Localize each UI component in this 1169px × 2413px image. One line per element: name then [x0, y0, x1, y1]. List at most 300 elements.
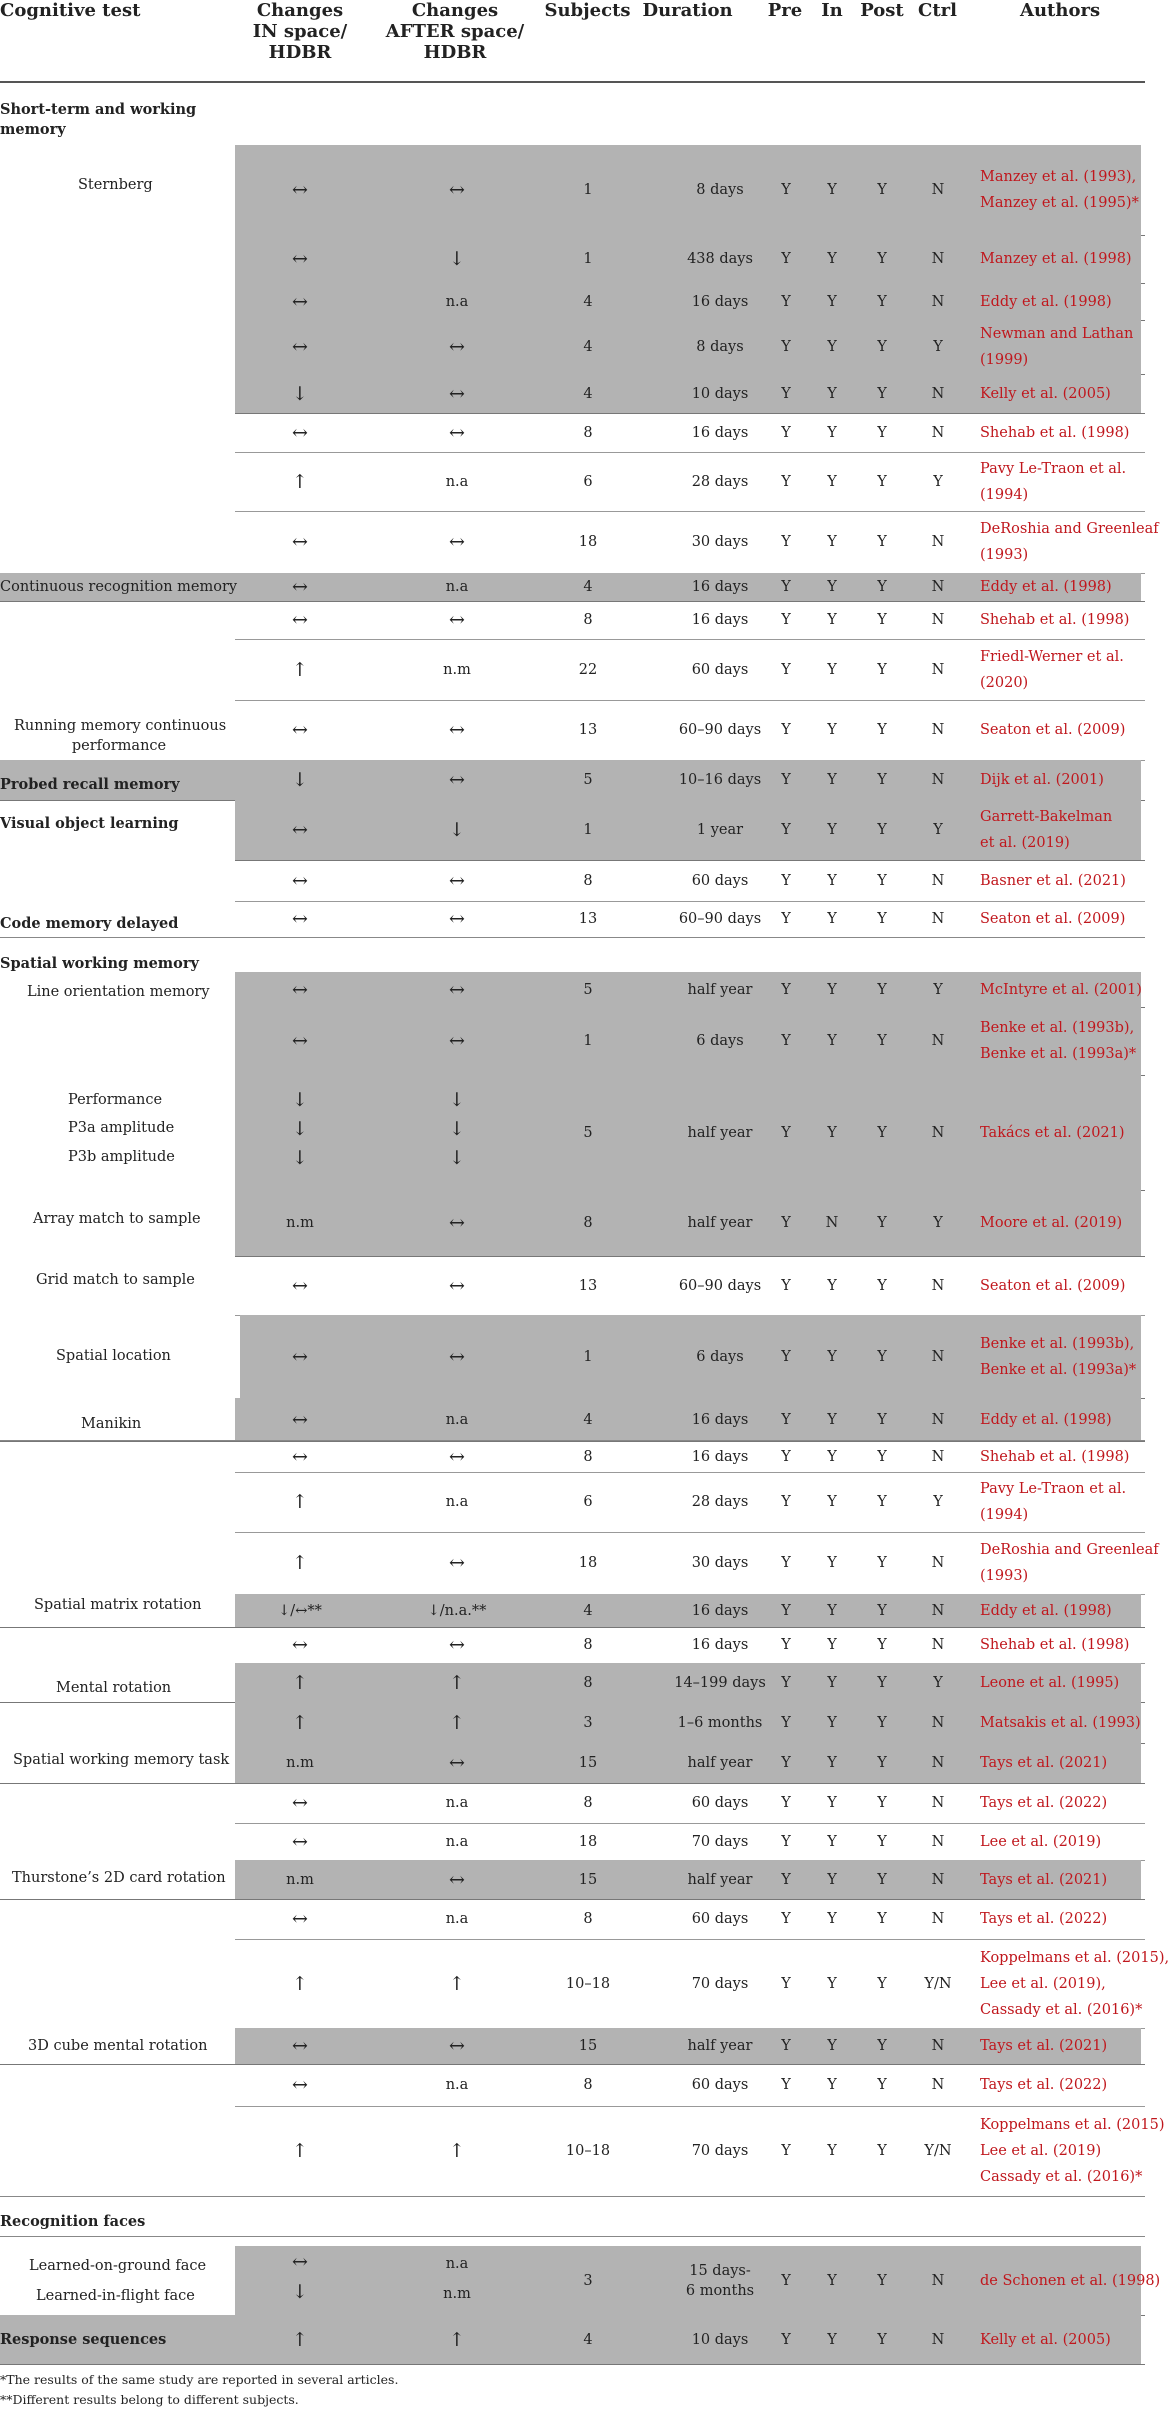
subjects-value: 18 [578, 534, 598, 550]
author-citation: DeRoshia and Greenleaf [980, 521, 1159, 537]
change-after-value: ↔ [449, 1274, 465, 1297]
duration-value: 60 days [691, 661, 749, 678]
pre-value: Y [781, 2272, 791, 2289]
subjects-value: 13 [578, 722, 598, 738]
pre-value: Y [781, 661, 791, 678]
header-changes-in-line3: HDBR [268, 42, 332, 63]
subjects-value: 13 [578, 911, 598, 927]
author-citation: Eddy et al. (1998) [980, 579, 1112, 595]
post-value: Y [877, 612, 887, 628]
in-value: Y [827, 473, 837, 490]
change-after-value: ↔ [449, 769, 465, 791]
ctrl-value: N [931, 293, 945, 310]
label-continuous-recognition: Continuous recognition memory [0, 579, 238, 595]
change-in-value: ↑ [292, 1711, 308, 1734]
row-separator [235, 1532, 1145, 1533]
pre-value: Y [781, 1714, 791, 1731]
change-in-value: ↑ [292, 1671, 308, 1694]
author-citation: Pavy Le-Traon et al. [980, 1481, 1127, 1497]
change-in-value: ↓ [292, 1089, 308, 1111]
row-separator [0, 1441, 1145, 1442]
in-value: Y [827, 424, 837, 441]
post-value: Y [877, 534, 887, 550]
label-mental-rotation: Mental rotation [56, 1680, 172, 1696]
subjects-value: 8 [583, 612, 593, 628]
post-value: Y [877, 473, 887, 490]
in-value: Y [827, 385, 837, 402]
post-value: Y [877, 772, 887, 788]
duration-value: 16 days [691, 1448, 749, 1465]
in-value: Y [827, 2331, 837, 2348]
in-value: Y [827, 1975, 837, 1992]
subjects-value: 4 [583, 385, 593, 402]
footnote-2: **Different results belong to different subjects. [0, 2392, 299, 2407]
post-value: Y [877, 1795, 887, 1811]
duration-value: half year [687, 981, 753, 998]
duration-value: 16 days [691, 1602, 749, 1619]
change-in-value: ↔ [292, 1345, 308, 1368]
subjects-value: 13 [578, 1277, 598, 1294]
duration-value: 16 days [691, 1411, 749, 1428]
post-value: Y [877, 182, 887, 198]
pre-value: Y [781, 1755, 791, 1771]
change-after-value: ↔ [449, 1634, 465, 1656]
in-value: Y [827, 1494, 837, 1510]
duration-value: 15 days- [689, 2262, 751, 2279]
duration-value: 16 days [691, 612, 749, 628]
subjects-value: 22 [578, 661, 598, 678]
in-value: Y [827, 2272, 837, 2289]
label-spatial-wm-task: Spatial working memory task [13, 1752, 230, 1768]
change-after-value: n.a [445, 1795, 469, 1811]
post-value: Y [877, 872, 887, 889]
in-value: Y [827, 2077, 837, 2093]
row-separator [235, 1472, 1145, 1473]
author-citation: (1993) [980, 547, 1029, 563]
post-value: Y [877, 1448, 887, 1465]
change-in-value: ↔ [292, 1445, 308, 1468]
header-changes-after-line2: AFTER space/ [385, 21, 525, 42]
pre-value: Y [781, 534, 791, 550]
pre-value: Y [781, 1833, 791, 1850]
header-pre: Pre [767, 0, 803, 21]
header-rule [0, 81, 1145, 83]
change-in-value: ↔ [292, 248, 308, 270]
change-in-value: ↓ [292, 1147, 308, 1169]
label-learned-on-ground: Learned-on-ground face [29, 2258, 207, 2274]
change-after-value: n.a [445, 579, 469, 595]
pre-value: Y [781, 424, 791, 441]
header-ctrl: Ctrl [918, 0, 957, 21]
change-after-value: ↑ [449, 1972, 465, 1995]
author-citation: Tays et al. (2021) [980, 1755, 1108, 1771]
pre-value: Y [781, 2143, 791, 2159]
subjects-value: 1 [583, 182, 593, 198]
change-after-value: ↑ [449, 2140, 465, 2162]
duration-value: half year [687, 1215, 753, 1231]
author-citation: Newman and Lathan [980, 326, 1134, 342]
post-value: Y [877, 385, 887, 402]
subjects-value: 5 [583, 1124, 593, 1141]
change-in-value: ↔ [292, 1274, 308, 1297]
duration-value: 60 days [691, 2077, 749, 2093]
author-citation: Cassady et al. (2016)* [980, 2001, 1143, 2018]
author-citation: Benke et al. (1993b), [980, 1020, 1135, 1036]
post-value: Y [877, 1348, 887, 1365]
change-after-value: n.m [443, 661, 471, 678]
duration-value: 1 year [696, 822, 744, 838]
change-after-value: n.a [445, 1411, 469, 1428]
author-citation: Leone et al. (1995) [980, 1674, 1120, 1691]
author-citation: Benke et al. (1993b), [980, 1335, 1135, 1352]
ctrl-value: N [931, 1755, 945, 1771]
duration-value: 16 days [691, 424, 749, 441]
change-after-value: n.a [445, 2077, 469, 2093]
author-citation: Seaton et al. (2009) [980, 1277, 1126, 1294]
row-separator [235, 1939, 1145, 1940]
pre-value: Y [781, 1637, 791, 1653]
ctrl-value: N [931, 2077, 945, 2093]
label-line-orientation: Line orientation memory [27, 984, 210, 1000]
ctrl-value: N [931, 1911, 945, 1927]
duration-value: 70 days [691, 1975, 749, 1992]
ctrl-value: N [931, 1637, 945, 1653]
header-subjects: Subjects [544, 0, 631, 21]
label-sternberg: Sternberg [78, 177, 153, 193]
change-after-value: ↔ [449, 978, 465, 1001]
duration-value: 10–16 days [678, 772, 762, 788]
in-value: Y [827, 822, 837, 838]
subjects-value: 8 [583, 1637, 593, 1653]
post-value: Y [877, 722, 887, 738]
in-value: Y [827, 661, 837, 678]
in-value: Y [827, 293, 837, 310]
change-after-value: ↓ [449, 1118, 465, 1140]
change-in-value: ↓ [292, 1118, 308, 1140]
change-after-value: ↑ [449, 2328, 465, 2351]
header-duration: Duration [642, 0, 733, 21]
duration-value: 10 days [691, 2331, 749, 2348]
header-changes-after [385, 0, 525, 63]
ctrl-value: N [931, 2038, 945, 2054]
duration-value: half year [687, 1871, 753, 1888]
post-value: Y [877, 1124, 887, 1141]
row-separator [235, 1823, 1145, 1824]
post-value: Y [877, 1833, 887, 1850]
change-after-value: n.a [445, 1494, 469, 1510]
label-grid-match: Grid match to sample [36, 1272, 195, 1288]
author-citation: Dijk et al. (2001) [980, 772, 1104, 788]
subjects-value: 3 [583, 1714, 593, 1731]
change-in-value: ↔ [292, 531, 308, 553]
post-value: Y [877, 2077, 887, 2093]
in-value: Y [827, 981, 837, 998]
header-changes-in [235, 0, 365, 63]
author-citation: Tays et al. (2021) [980, 2038, 1108, 2054]
in-value: Y [827, 1033, 837, 1049]
post-value: Y [877, 1755, 887, 1771]
duration-value: half year [687, 1124, 753, 1141]
pre-value: Y [781, 1871, 791, 1888]
post-value: Y [877, 2038, 887, 2054]
pre-value: Y [781, 1215, 791, 1231]
author-citation: Shehab et al. (1998) [980, 1448, 1130, 1465]
change-after-value: ↔ [449, 179, 465, 201]
ctrl-value: N [931, 1124, 945, 1141]
change-after-value: ↓ [449, 248, 465, 270]
pre-value: Y [781, 1348, 791, 1365]
post-value: Y [877, 911, 887, 927]
pre-value: Y [781, 1494, 791, 1510]
pre-value: Y [781, 1674, 791, 1691]
change-after-value: ↔ [449, 1552, 465, 1574]
author-citation: Tays et al. (2022) [980, 1795, 1108, 1811]
label-performance: Performance [68, 1092, 163, 1108]
row-separator [0, 601, 1145, 602]
in-value: Y [827, 251, 837, 267]
row-separator [0, 1627, 1145, 1628]
duration-value: 60 days [691, 1795, 749, 1811]
section-short-term-line2: memory [0, 121, 66, 138]
subjects-value: 1 [583, 251, 593, 267]
ctrl-value: N [931, 1033, 945, 1049]
duration-value: 1–6 months [677, 1714, 763, 1731]
ctrl-value: N [931, 1411, 945, 1428]
in-value: Y [827, 1714, 837, 1731]
ctrl-value: N [931, 534, 945, 550]
post-value: Y [877, 1033, 887, 1049]
in-value: Y [827, 182, 837, 198]
header-changes-in-line1: Changes [256, 0, 344, 21]
author-citation: (2020) [980, 674, 1029, 691]
change-after-value: ↓/n.a.** [427, 1602, 487, 1619]
author-citation: Eddy et al. (1998) [980, 293, 1112, 310]
change-after-value: n.a [445, 473, 469, 490]
in-value: N [825, 1215, 839, 1231]
change-in-value: ↔ [292, 719, 308, 741]
duration-value: 10 days [691, 385, 749, 402]
author-citation: Kelly et al. (2005) [980, 385, 1111, 402]
subjects-value: 8 [583, 1911, 593, 1927]
change-in-value: ↑ [292, 1491, 308, 1513]
change-after-value: n.a [445, 1911, 469, 1927]
change-in-value: ↔ [292, 2251, 308, 2273]
change-in-value: ↔ [292, 1408, 308, 1431]
ctrl-value: N [931, 772, 945, 788]
subjects-value: 15 [578, 2038, 598, 2054]
subjects-value: 4 [583, 1602, 593, 1619]
pre-value: Y [781, 612, 791, 628]
row-separator [235, 901, 1145, 902]
duration-value: 438 days [687, 251, 753, 267]
author-citation: Basner et al. (2021) [980, 872, 1126, 889]
author-citation: Takács et al. (2021) [980, 1124, 1125, 1141]
pre-value: Y [781, 1975, 791, 1992]
in-value: Y [827, 2143, 837, 2159]
pre-value: Y [781, 981, 791, 998]
change-in-value: n.m [286, 1215, 314, 1231]
change-in-value: ↓ [292, 2281, 308, 2303]
ctrl-value: N [931, 2272, 945, 2289]
ctrl-value: N [931, 424, 945, 441]
ctrl-value: N [931, 579, 945, 595]
label-thurstone: Thurstone’s 2D card rotation [12, 1870, 226, 1886]
change-after-value: ↔ [449, 1030, 465, 1052]
pre-value: Y [781, 1795, 791, 1811]
author-citation: (1994) [980, 486, 1029, 503]
change-in-value: ↑ [292, 1972, 308, 1995]
header-post: Post [860, 0, 904, 21]
label-spatial-location: Spatial location [56, 1348, 171, 1364]
row-separator [0, 1783, 1145, 1784]
duration-value: 60 days [691, 872, 749, 889]
author-citation: Benke et al. (1993a)* [980, 1046, 1137, 1062]
ctrl-value: Y [933, 981, 943, 998]
pre-value: Y [781, 339, 791, 355]
in-value: Y [827, 772, 837, 788]
author-citation: Cassady et al. (2016)* [980, 2169, 1143, 2185]
subjects-value: 6 [583, 1494, 593, 1510]
author-citation: Shehab et al. (1998) [980, 424, 1130, 441]
pre-value: Y [781, 911, 791, 927]
pre-value: Y [781, 385, 791, 402]
pre-value: Y [781, 182, 791, 198]
ctrl-value: N [931, 1348, 945, 1365]
change-after-value: ↔ [449, 1345, 465, 1368]
change-after-value: ↔ [449, 1212, 465, 1234]
ctrl-value: N [931, 1871, 945, 1888]
author-citation: Manzey et al. (1995)* [980, 195, 1139, 211]
pre-value: Y [781, 722, 791, 738]
pre-value: Y [781, 579, 791, 595]
pre-value: Y [781, 1911, 791, 1927]
section-recognition-faces: Recognition faces [0, 2213, 146, 2230]
ctrl-value: N [931, 385, 945, 402]
ctrl-value: Y [933, 1674, 943, 1691]
change-in-value: ↓ [292, 382, 308, 405]
ctrl-value: N [931, 722, 945, 738]
change-after-value: n.a [445, 293, 469, 310]
change-after-value: ↔ [449, 531, 465, 553]
in-value: Y [827, 1348, 837, 1365]
post-value: Y [877, 1975, 887, 1992]
post-value: Y [877, 1911, 887, 1927]
author-citation: Manzey et al. (1993), [980, 169, 1137, 185]
change-after-value: n.a [445, 1833, 469, 1850]
change-in-value: n.m [286, 1871, 314, 1888]
subjects-value: 18 [578, 1555, 598, 1571]
ctrl-value: N [931, 1277, 945, 1294]
subjects-value: 8 [583, 2077, 593, 2093]
change-in-value: ↔ [292, 1908, 308, 1930]
section-separator [0, 2196, 1145, 2197]
duration-value: 30 days [691, 1555, 749, 1571]
ctrl-value: N [931, 612, 945, 628]
change-in-value: ↔ [292, 869, 308, 892]
change-in-value: ↔ [292, 421, 308, 444]
change-after-value: ↓ [449, 1089, 465, 1111]
in-value: Y [827, 1674, 837, 1691]
change-after-value: ↔ [449, 382, 465, 405]
post-value: Y [877, 1637, 887, 1653]
author-citation: Tays et al. (2022) [980, 2077, 1108, 2093]
change-in-value: ↑ [292, 2140, 308, 2162]
change-in-value: ↓/↔** [278, 1602, 322, 1619]
in-value: Y [827, 1277, 837, 1294]
duration-value: 14–199 days [674, 1674, 766, 1691]
change-in-value: ↑ [292, 658, 308, 681]
author-citation: Eddy et al. (1998) [980, 1411, 1112, 1428]
section-separator [0, 2236, 1145, 2237]
label-visual-object-learning: Visual object learning [0, 815, 179, 832]
change-after-value: ↔ [449, 1752, 465, 1774]
section-short-term-line1: Short-term and working [0, 101, 197, 118]
subjects-value: 8 [583, 1674, 593, 1691]
header-changes-in-line2: IN space/ [252, 21, 348, 42]
in-value: Y [827, 1637, 837, 1653]
subjects-value: 4 [583, 579, 593, 595]
change-in-value: ↔ [292, 908, 308, 930]
in-value: Y [827, 872, 837, 889]
ctrl-value: Y [933, 473, 943, 490]
change-after-value: ↔ [449, 869, 465, 892]
change-after-value: ↔ [449, 2035, 465, 2057]
subjects-value: 8 [583, 1795, 593, 1811]
duration-value: 6 days [696, 1033, 744, 1049]
author-citation: Eddy et al. (1998) [980, 1602, 1112, 1619]
post-value: Y [877, 1674, 887, 1691]
in-value: Y [827, 1411, 837, 1428]
duration-value: 30 days [691, 534, 749, 550]
label-spatial-matrix-rotation: Spatial matrix rotation [34, 1597, 202, 1613]
ctrl-value: N [931, 182, 945, 198]
pre-value: Y [781, 2077, 791, 2093]
subjects-value: 4 [583, 293, 593, 310]
duration-value: 60–90 days [678, 1277, 762, 1294]
change-in-value: ↔ [292, 819, 308, 841]
row-separator [0, 2364, 1145, 2365]
subjects-value: 4 [583, 1411, 593, 1428]
change-in-value: ↔ [292, 978, 308, 1001]
in-value: Y [827, 1911, 837, 1927]
post-value: Y [877, 1555, 887, 1571]
change-after-value: ↔ [449, 1868, 465, 1891]
change-after-value: ↔ [449, 336, 465, 358]
author-citation: Friedl-Werner et al. [980, 648, 1124, 665]
pre-value: Y [781, 772, 791, 788]
author-citation: de Schonen et al. (1998) [980, 2272, 1161, 2289]
subjects-value: 15 [578, 1755, 598, 1771]
in-value: Y [827, 1871, 837, 1888]
post-value: Y [877, 1277, 887, 1294]
ctrl-value: Y/N [924, 2143, 952, 2159]
subjects-value: 8 [583, 1448, 593, 1465]
in-value: Y [827, 2038, 837, 2054]
author-citation: Garrett-Bakelman [980, 809, 1113, 825]
in-value: Y [827, 1795, 837, 1811]
header-authors: Authors [1020, 0, 1101, 21]
ctrl-value: N [931, 1795, 945, 1811]
change-in-value: ↔ [292, 609, 308, 631]
ctrl-value: N [931, 911, 945, 927]
pre-value: Y [781, 2331, 791, 2348]
ctrl-value: N [931, 1555, 945, 1571]
pre-value: Y [781, 1555, 791, 1571]
pre-value: Y [781, 872, 791, 889]
author-citation: DeRoshia and Greenleaf [980, 1542, 1159, 1558]
ctrl-value: N [931, 661, 945, 678]
subjects-value: 1 [583, 822, 593, 838]
